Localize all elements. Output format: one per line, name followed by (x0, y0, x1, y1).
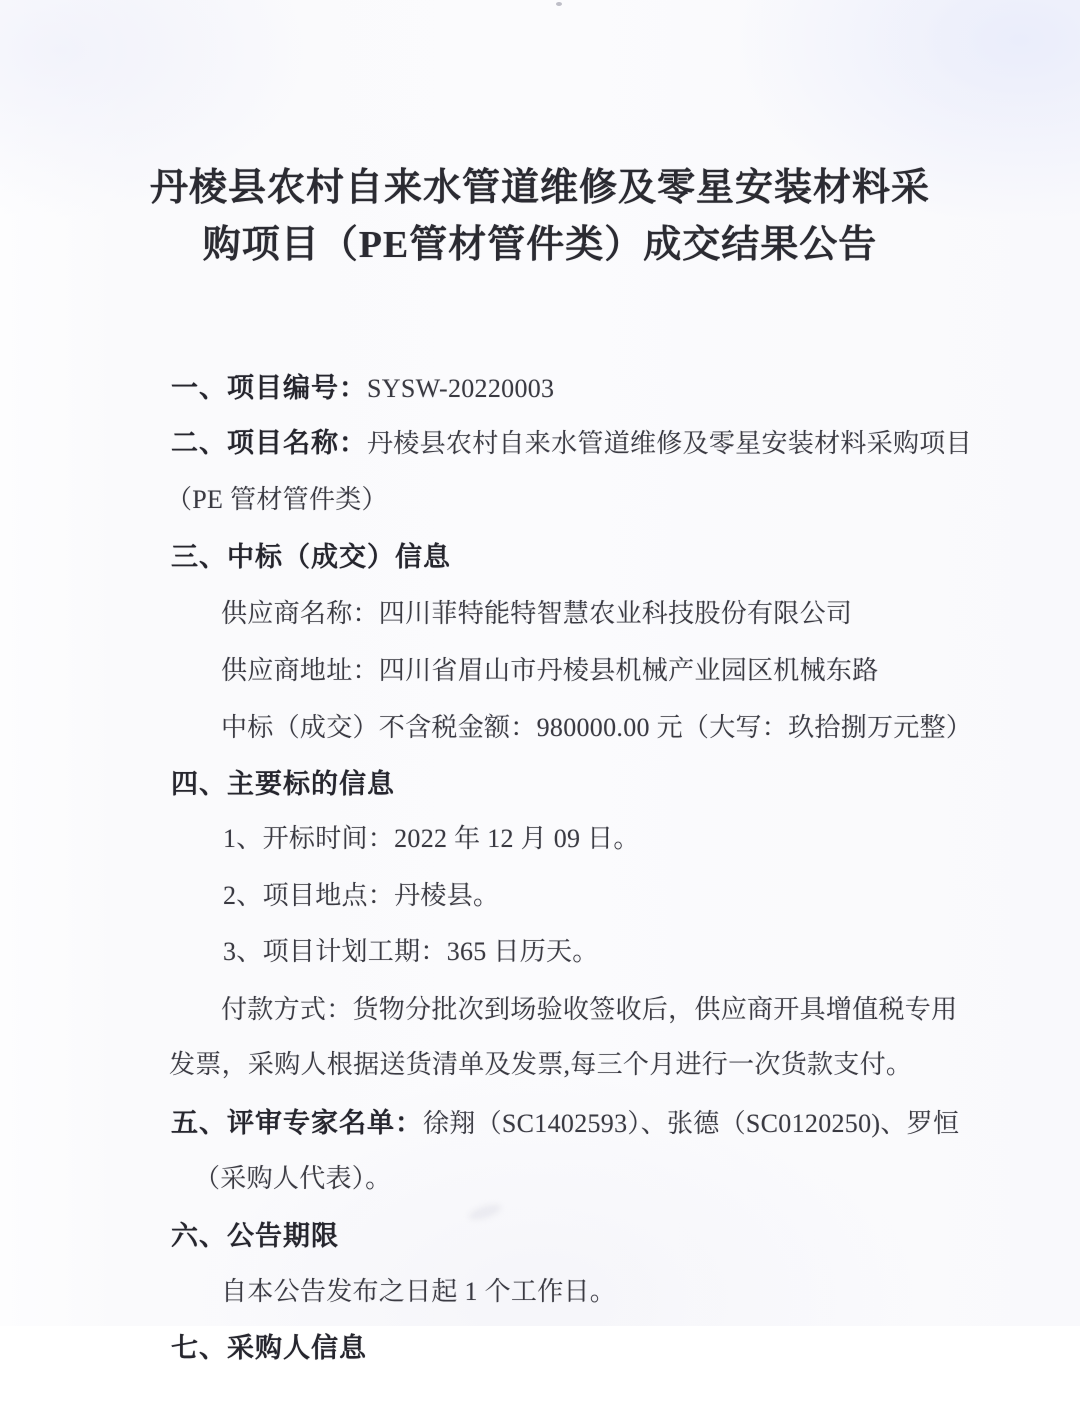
heading-purchaser-info-text: 七、采购人信息 (171, 1333, 367, 1363)
line-expert-list-continued (178, 1119, 392, 1193)
heading-main-subject-info-text: 四、主要标的信息 (171, 769, 395, 799)
scan-speck (556, 2, 562, 6)
payment-method-text-2: 发票，采购人根据送货清单及发票,每三个月进行一次货款支付。 (169, 1050, 913, 1079)
project-number-value: SYSW-20220003 (367, 374, 555, 403)
line-bid-opening-time (207, 779, 640, 853)
announcement-title-line1: 丹棱县农村自来水管道维修及零星安装材料采 (149, 167, 930, 209)
heading-award-info-text: 三、中标（成交）信息 (171, 542, 451, 572)
heading-announcement-period-text: 六、公告期限 (171, 1221, 339, 1251)
announcement-title (0, 160, 1080, 274)
line-award-amount (205, 668, 973, 742)
expert-list-value: 徐翔（SC1402593）、张德（SC0120250)、罗恒 (423, 1109, 960, 1138)
line-project-number (155, 328, 555, 403)
project-number-label: 一、项目编号： (171, 373, 367, 403)
project-location-text: 2、项目地点：丹棱县。 (223, 881, 500, 910)
supplier-name-text: 供应商名称：四川菲特能特智慧农业科技股份有限公司 (221, 599, 853, 628)
heading-main-subject-info (155, 724, 395, 799)
supplier-address-text: 供应商地址：四川省眉山市丹棱县机械产业园区机械东路 (221, 656, 879, 685)
expert-list-continued-text: （采购人代表）。 (194, 1164, 392, 1193)
heading-expert-list (155, 1063, 960, 1138)
bid-opening-time-text: 1、开标时间：2022 年 12 月 09 日。 (223, 824, 640, 853)
heading-announcement-period (155, 1176, 339, 1251)
line-payment-method-2 (153, 1005, 913, 1079)
announcement-title-line2: 购项目（PE管材管件类）成交结果公告 (202, 224, 878, 266)
project-name-value: 丹棱县农村自来水管道维修及零星安装材料采购项目 (367, 429, 972, 458)
announcement-period-value-text: 自本公告发布之日起 1 个工作日。 (221, 1277, 617, 1306)
heading-award-info (155, 497, 451, 572)
line-announcement-period-value (205, 1232, 617, 1306)
line-project-location (207, 836, 500, 910)
scan-smudge (467, 1201, 503, 1223)
project-name-continued-text: （PE 管材管件类） (166, 485, 388, 514)
line-project-name (155, 383, 972, 458)
project-duration-text: 3、项目计划工期：365 日历天。 (223, 937, 599, 966)
line-project-name-continued (150, 440, 388, 514)
heading-purchaser-info (155, 1288, 367, 1363)
line-project-duration (207, 892, 599, 966)
project-name-label: 二、项目名称： (171, 428, 367, 458)
line-supplier-name (205, 554, 853, 628)
line-supplier-address (205, 611, 879, 685)
payment-method-text-1: 付款方式：货物分批次到场验收签收后，供应商开具增值税专用 (221, 995, 958, 1024)
line-payment-method-1 (205, 950, 958, 1024)
award-amount-text: 中标（成交）不含税金额：980000.00 元（大写：玖拾捌万元整） (221, 713, 973, 742)
expert-list-label: 五、评审专家名单： (171, 1108, 423, 1138)
